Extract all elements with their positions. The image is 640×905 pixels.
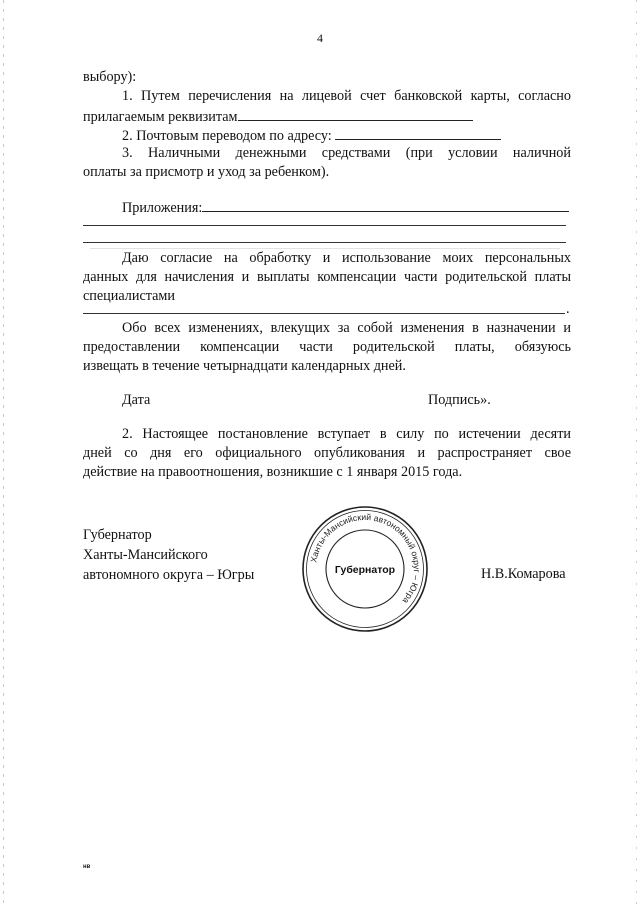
- official-stamp: [300, 505, 430, 633]
- signatory-title: [83, 525, 254, 585]
- text-line-content: прилагаемым реквизитам: [83, 109, 238, 125]
- text-line: [122, 319, 571, 338]
- date-label: Дата: [122, 392, 151, 408]
- text-line: извещать в течение четырнадцати календарных дней.: [83, 358, 406, 374]
- text-line: [122, 87, 571, 106]
- line-period: .: [566, 301, 570, 317]
- text-line: [122, 144, 571, 163]
- scan-edge-left: [3, 0, 4, 905]
- text-line: [83, 444, 571, 463]
- text-line: [122, 425, 571, 444]
- signatory-title-line: автономного округа – Югры: [83, 567, 255, 583]
- footer-mark: нв: [83, 864, 91, 870]
- fill-in-blank: [238, 106, 473, 121]
- text-line-content: данных для начисления и выплаты компенсации части родительской платы: [83, 269, 571, 285]
- blank-rule: [83, 225, 566, 226]
- text-line: [83, 125, 610, 146]
- fill-in-blank: [202, 197, 569, 212]
- text-line-content: Обо всех изменениях, влекущих за собой изменения в назначении и: [122, 320, 571, 336]
- text-line-content: 2. Почтовым переводом по адресу:: [122, 128, 332, 144]
- stamp-center-text: Губернатор: [334, 564, 396, 576]
- signatory-name: Н.В.Комарова: [481, 566, 566, 582]
- text-line-content: Даю согласие на обработку и использование моих персональных: [122, 250, 571, 266]
- text-line: [83, 268, 571, 287]
- scan-edge-right: [636, 0, 637, 905]
- blank-rule: [83, 313, 565, 314]
- fill-in-blank: [335, 125, 501, 140]
- text-line: [83, 338, 571, 357]
- attachments-label: Приложения:: [122, 200, 203, 216]
- text-line-content: предоставлении компенсации части родительской платы, обязуюсь: [83, 339, 571, 355]
- text-line-content: 3. Наличными денежными средствами (при условии наличной: [122, 145, 571, 161]
- stamp-ring-textpath: Ханты-Мансийский автономный округ – Югра: [308, 511, 423, 606]
- signature-label: Подпись».: [428, 392, 491, 408]
- page-number: 4: [317, 31, 323, 45]
- attachments-line: [83, 197, 610, 218]
- blank-rule: [83, 242, 566, 243]
- signatory-title-line: Ханты-Мансийского: [83, 547, 208, 563]
- text-line-content: 2. Настоящее постановление вступает в силу по истечении десяти: [122, 426, 571, 442]
- signatory-title-line: Губернатор: [83, 527, 152, 543]
- text-line: [122, 249, 571, 268]
- text-line: [83, 106, 571, 127]
- text-line: оплаты за присмотр и уход за ребенком).: [83, 164, 330, 180]
- text-line: действие на правоотношения, возникшие с 1 января 2015 года.: [83, 464, 463, 480]
- text-line: специалистами: [83, 288, 176, 304]
- text-line: выбору):: [83, 69, 137, 85]
- text-line-content: дней со дня его официального опубликования и распространяет свое: [83, 445, 571, 461]
- text-line-content: 1. Путем перечисления на лицевой счет банковской карты, согласно: [122, 88, 571, 104]
